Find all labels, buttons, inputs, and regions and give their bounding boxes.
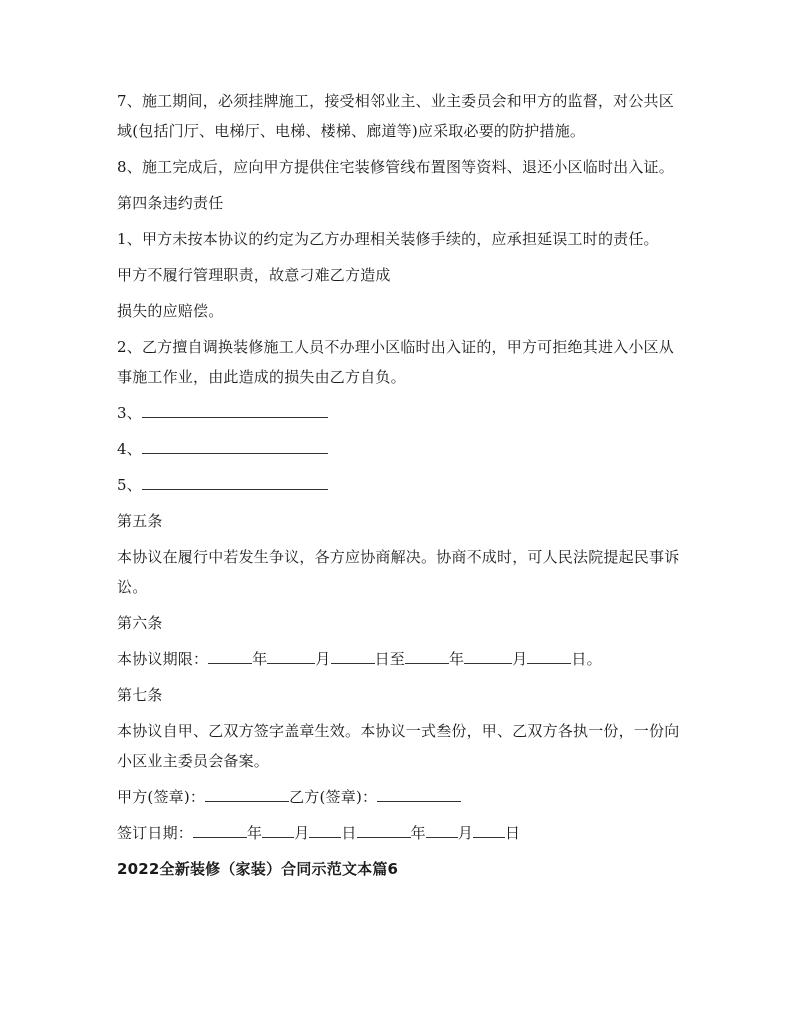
party-a-blank xyxy=(205,783,289,802)
article-4-title: 第四条违约责任 xyxy=(117,194,224,212)
day-end-label: 日。 xyxy=(571,650,602,668)
term-label: 本协议期限： xyxy=(117,650,209,668)
end-month-blank xyxy=(464,645,512,664)
item-3-blank xyxy=(142,399,328,418)
sign-day-a-label: 日 xyxy=(341,824,357,842)
start-month-blank xyxy=(267,645,315,664)
party-b-label: 乙方(签章)： xyxy=(289,788,378,806)
end-year-blank xyxy=(405,645,449,664)
item-4-blank xyxy=(142,435,328,454)
sign-day-b-blank xyxy=(473,819,505,838)
sign-month-b-blank xyxy=(426,819,458,838)
party-a-label: 甲方(签章)： xyxy=(117,788,206,806)
article-4-item-4 xyxy=(117,434,686,464)
item-5-number: 5、 xyxy=(117,476,142,494)
sign-year-a-blank xyxy=(193,819,247,838)
month-label: 月 xyxy=(315,650,331,668)
sign-month-a-blank xyxy=(262,819,294,838)
article-5-body: 本协议在履行中若发生争议，各方应协商解决。协商不成时，可人民法院提起民事诉讼。 xyxy=(117,548,680,596)
article-7-title: 第七条 xyxy=(117,686,163,704)
next-section-heading: 2022全新装修（家装）合同示范文本篇6 xyxy=(117,860,399,878)
clause-7: 7、施工期间，必须挂牌施工，接受相邻业主、业主委员会和甲方的监督，对公共区域(包括门厅、电梯厅、电梯、楼梯、廊道等)应采取必要的防护措施。 xyxy=(117,92,674,140)
article-4-item-1: 1、甲方未按本协议的约定为乙方办理相关装修手续的，应承担延误工时的责任。 xyxy=(117,230,659,248)
item-5-blank xyxy=(142,471,328,490)
month-label-2: 月 xyxy=(512,650,528,668)
start-day-blank xyxy=(331,645,375,664)
article-4-item-5 xyxy=(117,470,686,500)
end-day-blank xyxy=(527,645,571,664)
article-4-item-1-c: 损失的应赔偿。 xyxy=(117,302,224,320)
article-4-item-2: 2、乙方擅自调换装修施工人员不办理小区临时出入证的，甲方可拒绝其进入小区从事施工作业，由此造成的损失由乙方自负。 xyxy=(117,338,674,386)
item-4-number: 4、 xyxy=(117,440,142,458)
sign-year-b-blank xyxy=(357,819,411,838)
article-4-item-1-b: 甲方不履行管理职责，故意刁难乙方造成 xyxy=(117,266,391,284)
day-to-label: 日至 xyxy=(374,650,406,668)
item-3-number: 3、 xyxy=(117,404,142,422)
signature-line xyxy=(117,782,686,812)
year-label-2: 年 xyxy=(449,650,465,668)
sign-month-b-label: 月 xyxy=(457,824,474,842)
party-b-blank xyxy=(377,783,461,802)
article-6-title: 第六条 xyxy=(117,614,163,632)
year-label: 年 xyxy=(252,650,268,668)
article-6-term xyxy=(117,644,686,674)
article-5-title: 第五条 xyxy=(117,512,163,530)
sign-date-line xyxy=(117,818,686,848)
sign-year-a-label: 年 xyxy=(247,824,263,842)
start-year-blank xyxy=(208,645,252,664)
clause-8: 8、施工完成后，应向甲方提供住宅装修管线布置图等资料、退还小区临时出入证。 xyxy=(117,158,674,176)
sign-year-b-label: 年 xyxy=(410,824,426,842)
sign-month-a-label: 月 xyxy=(294,824,310,842)
sign-date-label: 签订日期： xyxy=(117,824,194,842)
sign-day-b-label: 日 xyxy=(505,824,521,842)
sign-day-a-blank xyxy=(309,819,341,838)
article-4-item-3 xyxy=(117,398,686,428)
article-7-body: 本协议自甲、乙双方签字盖章生效。本协议一式叁份，甲、乙双方各执一份，一份向小区业主委员会备案。 xyxy=(117,722,680,770)
